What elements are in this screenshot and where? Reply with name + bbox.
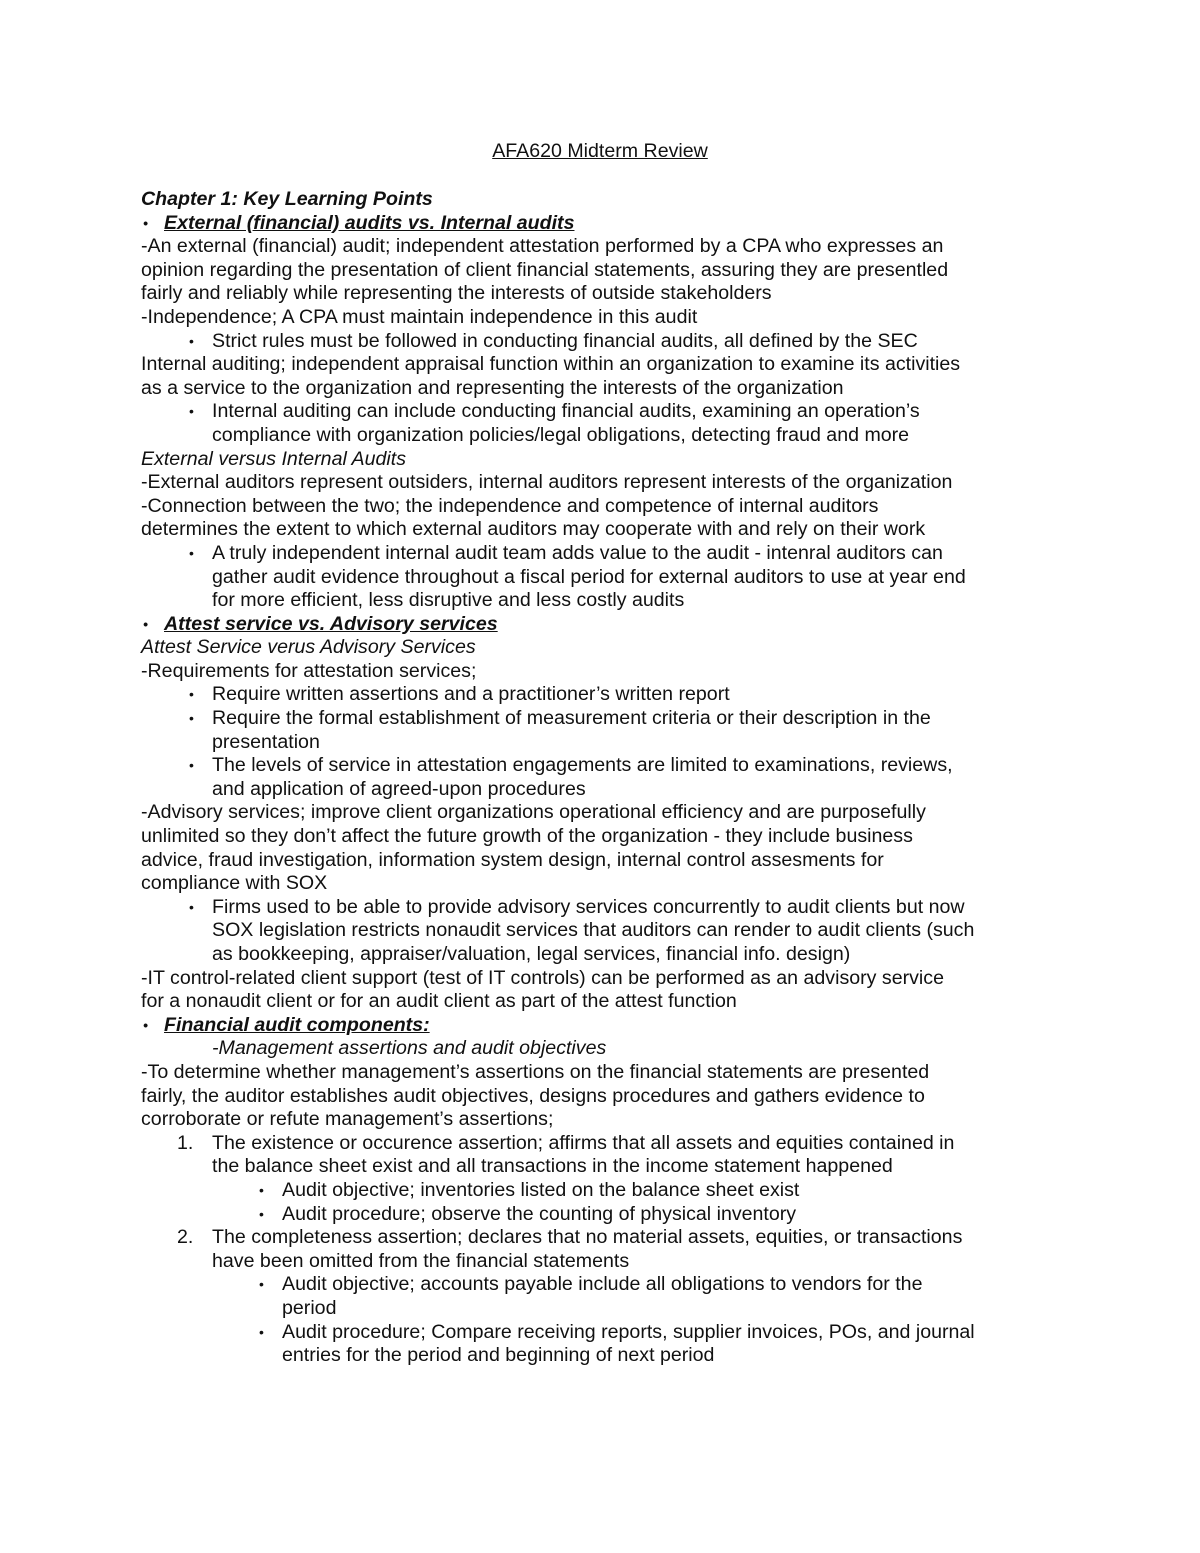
- list-number: 2.: [177, 1226, 194, 1249]
- document-line: [141, 825, 1071, 849]
- line-text: The completeness assertion; declares that no material assets, equities, or transactions: [212, 1226, 963, 1249]
- document-line: [141, 801, 1071, 825]
- line-text: Attest Service verus Advisory Services: [141, 636, 476, 659]
- line-text: The existence or occurence assertion; affirms that all assets and equities contained in: [212, 1131, 955, 1154]
- line-text: compliance with organization policies/legal obligations, detecting fraud and more: [212, 423, 910, 446]
- line-text: for a nonaudit client or for an audit client as part of the attest function: [141, 990, 737, 1013]
- line-text: Firms used to be able to provide advisory services concurrently to audit clients but now: [212, 895, 965, 918]
- bullet-icon: •: [189, 544, 194, 561]
- line-text: advice, fraud investigation, information system design, internal control assesments for: [141, 848, 884, 871]
- document-line: [141, 1344, 1071, 1368]
- section-heading: Attest service vs. Advisory services: [164, 612, 498, 635]
- line-text: presentation: [212, 730, 320, 753]
- line-text: unlimited so they don’t affect the future growth of the organization - they include business: [141, 825, 913, 848]
- line-text: -Management assertions and audit objectives: [212, 1037, 607, 1060]
- line-text: Internal auditing can include conducting financial audits, examining an operation’s: [212, 400, 920, 423]
- bullet-icon: •: [189, 757, 194, 774]
- document-line: [141, 353, 1071, 377]
- document-lines: [141, 212, 1071, 1368]
- line-text: A truly independent internal audit team adds value to the audit - intenral auditors can: [212, 541, 943, 564]
- document-line: [141, 636, 1071, 660]
- section-heading: Financial audit components:: [164, 1013, 430, 1036]
- line-text: The levels of service in attestation engagements are limited to examinations, reviews,: [212, 754, 953, 777]
- line-text: and application of agreed-upon procedures: [212, 777, 586, 800]
- document-line: [141, 919, 1071, 943]
- line-text: SOX legislation restricts nonaudit services that auditors can render to audit clients (such: [212, 919, 975, 942]
- document-line: [141, 660, 1071, 684]
- document-line: [141, 566, 1071, 590]
- line-text: as bookkeeping, appraiser/valuation, legal services, financial info. design): [212, 943, 851, 965]
- document-line: [141, 1155, 1071, 1179]
- line-text: Audit objective; inventories listed on the balance sheet exist: [282, 1178, 800, 1201]
- document-line: [141, 683, 1071, 707]
- document-line: [141, 1273, 1071, 1297]
- document-line: [141, 1108, 1071, 1132]
- line-text: -An external (financial) audit; independent attestation performed by a CPA who expresses an: [141, 235, 944, 258]
- line-text: Strict rules must be followed in conducting financial audits, all defined by the SEC: [212, 329, 918, 352]
- document-line: [141, 967, 1071, 991]
- section-heading: External (financial) audits vs. Internal audits: [164, 211, 575, 234]
- document-line: [141, 1203, 1071, 1227]
- line-text: entries for the period and beginning of next period: [282, 1344, 715, 1367]
- bullet-icon: •: [189, 332, 194, 349]
- line-text: Require the formal establishment of measurement criteria or their description in the: [212, 707, 931, 730]
- line-text: External versus Internal Audits: [141, 447, 407, 470]
- line-text: fairly, the auditor establishes audit objectives, designs procedures and gathers evidence to: [141, 1084, 925, 1107]
- document-line: [141, 495, 1071, 519]
- document-line: [141, 754, 1071, 778]
- list-number: 1.: [177, 1131, 194, 1154]
- line-text: -Requirements for attestation services;: [141, 659, 477, 682]
- document-line: [141, 306, 1071, 330]
- line-text: -Connection between the two; the independence and competence of internal auditors: [141, 494, 879, 517]
- bullet-icon: •: [143, 214, 148, 231]
- line-text: corroborate or refute management’s assertions;: [141, 1108, 554, 1131]
- document-line: [141, 1132, 1071, 1156]
- line-text: determines the extent to which external auditors may cooperate with and rely on their work: [141, 518, 926, 541]
- bullet-icon: •: [259, 1276, 264, 1293]
- document-line: [141, 235, 1071, 259]
- chapter-heading: Chapter 1: Key Learning Points: [141, 188, 433, 210]
- bullet-icon: •: [143, 615, 148, 632]
- document-line: [141, 778, 1071, 802]
- document-line: [141, 613, 1071, 637]
- document-line: [141, 518, 1071, 542]
- document-line: [141, 1321, 1071, 1345]
- line-text: compliance with SOX: [141, 872, 328, 895]
- bullet-icon: •: [189, 898, 194, 915]
- bullet-icon: •: [259, 1205, 264, 1222]
- document-line: [141, 448, 1071, 472]
- document-line: [141, 990, 1071, 1014]
- document-line: [141, 589, 1071, 613]
- document-line: [141, 1226, 1071, 1250]
- line-text: have been omitted from the financial statements: [212, 1249, 630, 1272]
- document-line: [141, 1085, 1071, 1109]
- line-text: gather audit evidence throughout a fiscal period for external auditors to use at year end: [212, 565, 966, 588]
- bullet-icon: •: [259, 1181, 264, 1198]
- document-line: [141, 1014, 1071, 1038]
- line-text: Audit objective; accounts payable include all obligations to vendors for the: [282, 1273, 923, 1296]
- line-text: -External auditors represent outsiders, internal auditors represent interests of the organization: [141, 471, 953, 494]
- document-line: [141, 872, 1071, 896]
- line-text: for more efficient, less disruptive and less costly audits: [212, 589, 685, 612]
- bullet-icon: •: [189, 686, 194, 703]
- document-line: [141, 471, 1071, 495]
- document-line: [141, 943, 1071, 967]
- document-line: [141, 1061, 1071, 1085]
- document-line: [141, 542, 1071, 566]
- line-text: Require written assertions and a practitioner’s written report: [212, 683, 730, 706]
- line-text: Audit procedure; Compare receiving reports, supplier invoices, POs, and journal: [282, 1320, 975, 1343]
- bullet-icon: •: [189, 710, 194, 727]
- document-line: [141, 259, 1071, 283]
- line-text: Internal auditing; independent appraisal function within an organization to examine its activities: [141, 353, 961, 376]
- bullet-icon: •: [143, 1016, 148, 1033]
- document-line: [141, 330, 1071, 354]
- line-text: -Advisory services; improve client organizations operational efficiency and are purposefully: [141, 801, 926, 824]
- line-text: -Independence; A CPA must maintain independence in this audit: [141, 305, 698, 328]
- document-line: [141, 1297, 1071, 1321]
- bullet-icon: •: [259, 1323, 264, 1340]
- document-line: [141, 400, 1071, 424]
- document-title: AFA620 Midterm Review: [492, 140, 708, 162]
- line-text: period: [282, 1296, 337, 1319]
- line-text: -To determine whether management’s assertions on the financial statements are presented: [141, 1060, 930, 1083]
- document-line: [141, 1037, 1071, 1061]
- document-body: [141, 188, 1071, 1368]
- line-text: opinion regarding the presentation of client financial statements, assuring they are presentled: [141, 258, 949, 281]
- document-line: [141, 707, 1071, 731]
- document-line: [141, 1179, 1071, 1203]
- document-line: [141, 377, 1071, 401]
- line-text: the balance sheet exist and all transactions in the income statement happened: [212, 1155, 893, 1178]
- line-text: -IT control-related client support (test of IT controls) can be performed as an advisory service: [141, 966, 944, 989]
- document-line: [141, 212, 1071, 236]
- document-line: [141, 849, 1071, 873]
- document-line: [141, 896, 1071, 920]
- document-line: [141, 1250, 1071, 1274]
- line-text: Audit procedure; observe the counting of physical inventory: [282, 1202, 797, 1225]
- line-text: as a service to the organization and representing the interests of the organization: [141, 376, 844, 399]
- document-line: [141, 282, 1071, 306]
- document-line: [141, 424, 1071, 448]
- document-line: [141, 731, 1071, 755]
- line-text: fairly and reliably while representing the interests of outside stakeholders: [141, 282, 772, 305]
- bullet-icon: •: [189, 403, 194, 420]
